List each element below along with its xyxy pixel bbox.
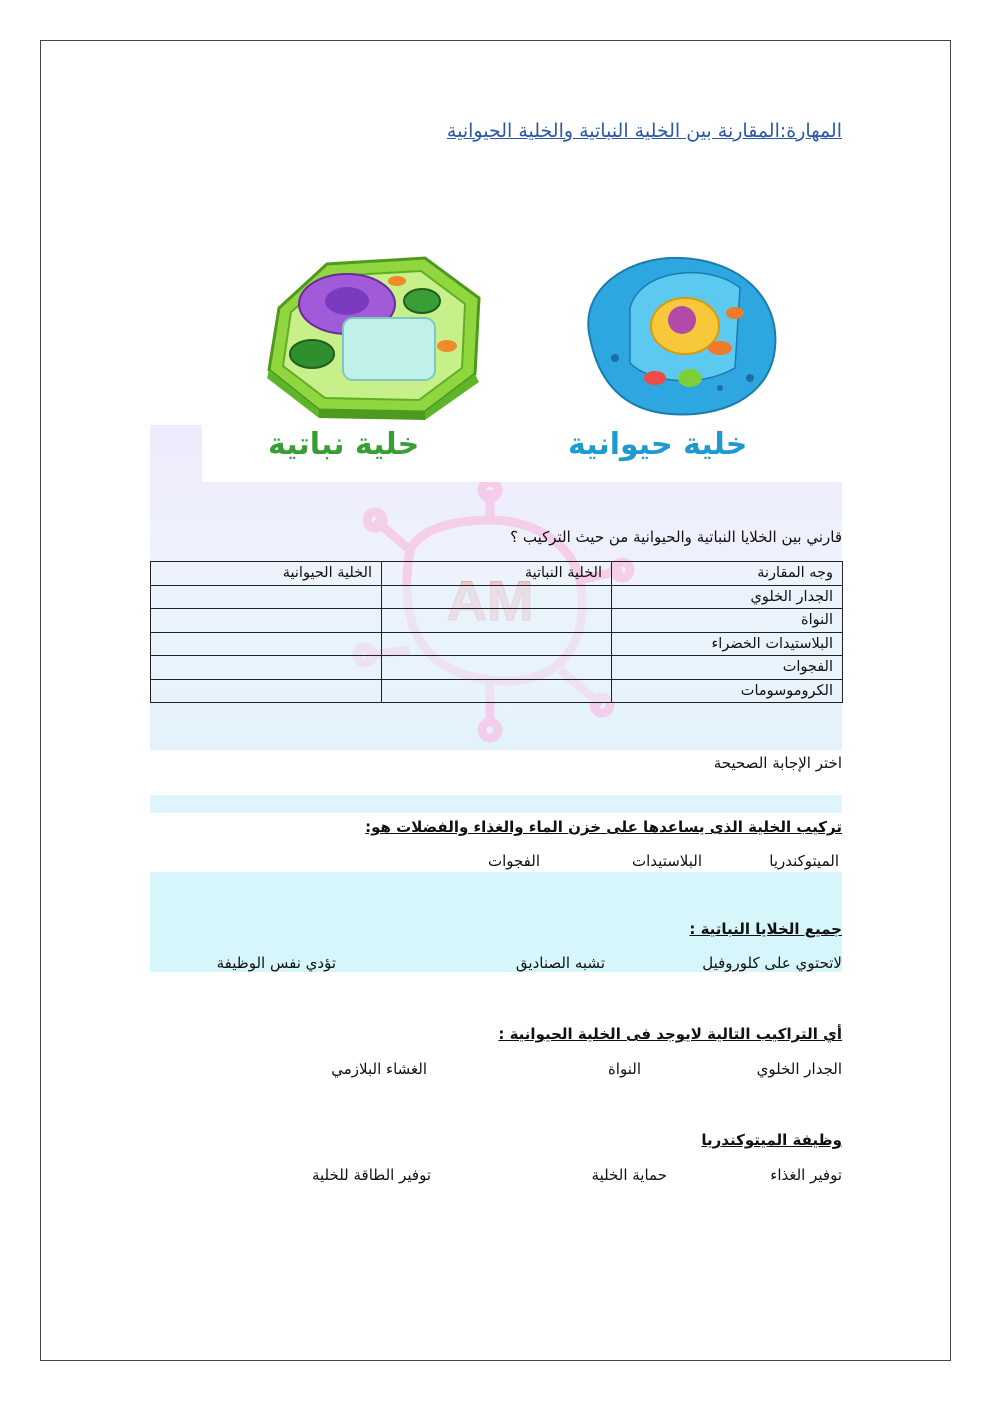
- q2-option-2[interactable]: تشبه الصناديق: [515, 954, 605, 972]
- animal-cell-label: خلية حيوانية: [568, 427, 748, 462]
- comparison-table: [150, 561, 843, 703]
- background-band: [150, 795, 842, 813]
- table-answer-cell[interactable]: [382, 609, 612, 633]
- table-row: [151, 609, 843, 633]
- plant-cell-label: خلية نباتية: [268, 427, 420, 462]
- table-row: [151, 656, 843, 680]
- q3-option-3[interactable]: الغشاء البلازمي: [331, 1060, 427, 1078]
- q4-option-2[interactable]: حماية الخلية: [591, 1166, 667, 1184]
- table-answer-cell[interactable]: [382, 632, 612, 656]
- table-row-label: البلاستيدات الخضراء: [612, 632, 843, 656]
- table-answer-cell[interactable]: [151, 656, 382, 680]
- table-answer-cell[interactable]: [151, 679, 382, 703]
- table-header-row: [151, 562, 843, 586]
- table-answer-cell[interactable]: [382, 656, 612, 680]
- instruction-text: اختر الإجابة الصحيحة: [713, 754, 842, 772]
- question-4: وظيفة الميتوكندريا: [701, 1131, 842, 1149]
- comparison-question: قارني بين الخلايا النباتية والحيوانية من حيث التركيب ؟: [510, 528, 842, 546]
- q1-option-2[interactable]: البلاستيدات: [632, 852, 702, 870]
- q2-option-3[interactable]: تؤدي نفس الوظيفة: [216, 954, 336, 972]
- q3-option-1[interactable]: الجدار الخلوي: [756, 1060, 842, 1078]
- page-title: المهارة:المقارنة بين الخلية النباتية والخلية الحيوانية: [446, 120, 842, 142]
- table-row: [151, 585, 843, 609]
- q4-option-3[interactable]: توفير الطاقة للخلية: [311, 1166, 431, 1184]
- table-answer-cell[interactable]: [382, 585, 612, 609]
- q4-option-1[interactable]: توفير الغذاء: [770, 1166, 842, 1184]
- table-header-cell: وجه المقارنة: [612, 562, 843, 586]
- q2-option-1[interactable]: لاتحتوي على كلوروفيل: [702, 954, 842, 972]
- table-header-cell: الخلية النباتية: [382, 562, 612, 586]
- animal-cell-illustration: [570, 248, 785, 420]
- table-row-label: الفجوات: [612, 656, 843, 680]
- question-3: أي التراكيب التالية لايوجد فى الخلية الحيوانية :: [498, 1025, 842, 1043]
- cells-image-panel: [202, 232, 842, 482]
- table-row-label: الكروموسومات: [612, 679, 843, 703]
- plant-cell-illustration: [257, 246, 487, 421]
- table-answer-cell[interactable]: [382, 679, 612, 703]
- table-answer-cell[interactable]: [151, 632, 382, 656]
- q3-option-2[interactable]: النواة: [607, 1060, 641, 1078]
- table-row-label: الجدار الخلوي: [612, 585, 843, 609]
- table-answer-cell[interactable]: [151, 609, 382, 633]
- q1-option-1[interactable]: الميتوكندريا: [769, 852, 839, 870]
- table-row: [151, 679, 843, 703]
- q1-option-3[interactable]: الفجوات: [487, 852, 540, 870]
- table-row-label: النواة: [612, 609, 843, 633]
- table-answer-cell[interactable]: [151, 585, 382, 609]
- table-row: [151, 632, 843, 656]
- table-header-cell: الخلية الحيوانية: [151, 562, 382, 586]
- question-1: تركيب الخلية الذى يساعدها على خزن الماء والغذاء والفضلات هو:: [365, 818, 842, 836]
- question-2: جميع الخلايا النباتية :: [689, 920, 842, 938]
